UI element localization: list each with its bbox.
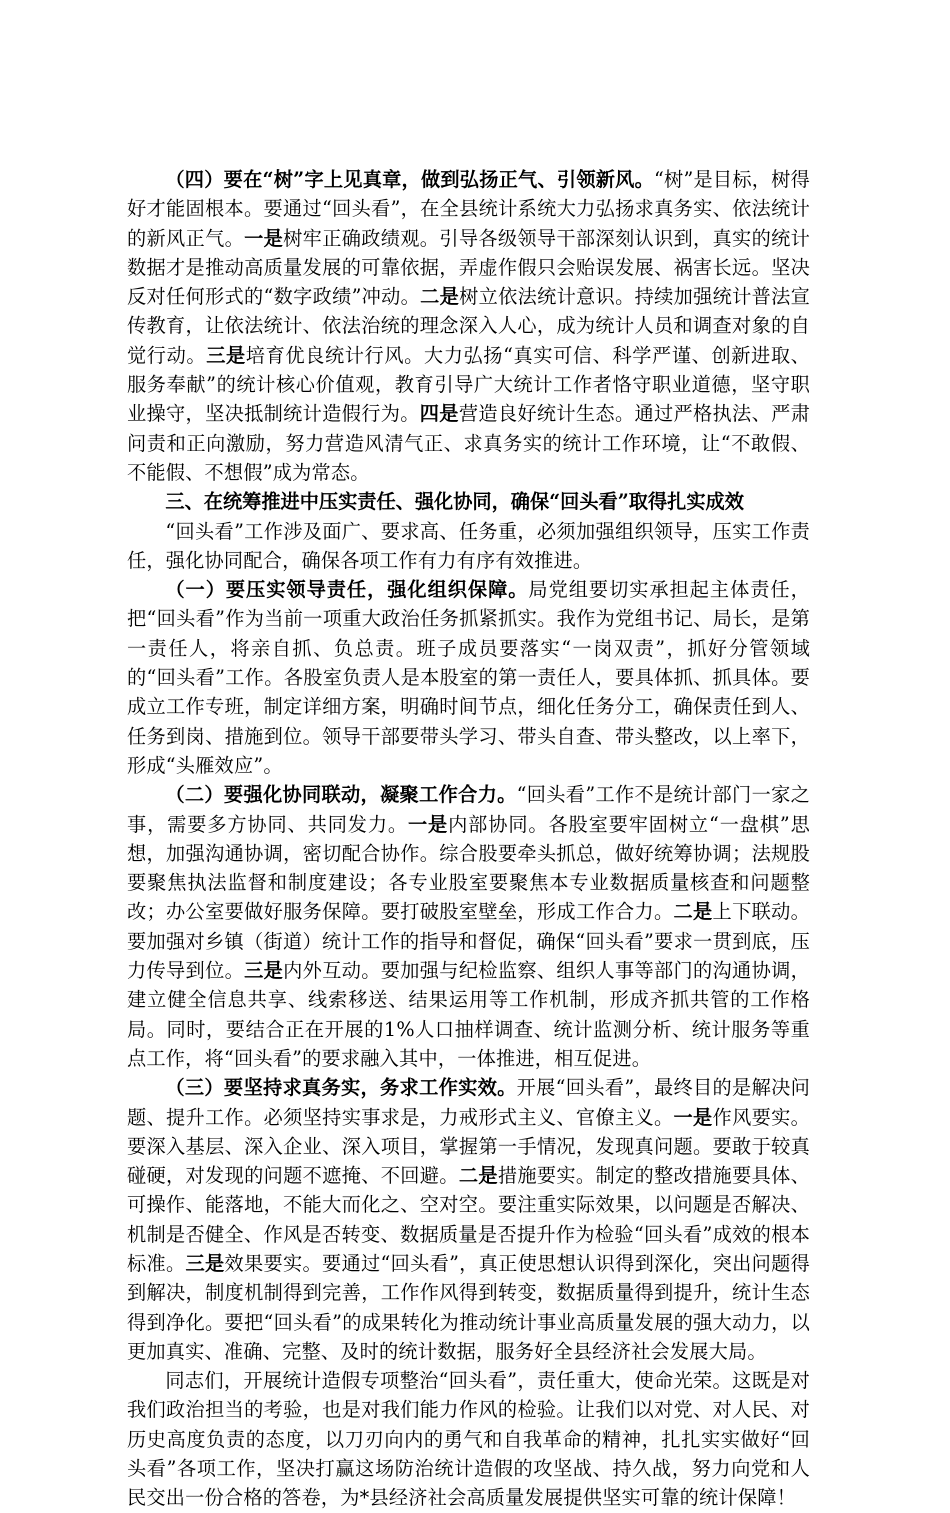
paragraph-text: 局党组要切实承担起主体责任，把“回头看”作为当前一项重大政治任务抓紧抓实。我作为党组书记、局长，是第一责任人，将亲自抓、负总责。班子成员要落实“一岗双责”，抓好分管领域的“回头看”工作。各股室负责人是本股室的第一责任人，要具体抓、抓具体。要成立工作专班，制定详细方案，明确时间节点，细化任务分工，确保责任到人、任务到岗、措施到位。领导干部要带头学习、带头自查、带头整改，以上率下，形成“头雁效应”。 — [127, 578, 810, 777]
paragraph-text: 内部协同。各股室要牢固树立“一盘棋”思想，加强沟通协调，密切配合协作。综合股要牵头抓总，做好统筹协调；法规股要聚焦执法监督和制度建设；各专业股室要聚焦本专业数据质量核查和问题整改；办公室要做好服务保障。要打破股室壁垒，形成工作合力。 — [127, 812, 810, 924]
point-marker: 一是 — [244, 226, 284, 250]
point-marker: 三是 — [206, 343, 246, 367]
paragraph-text: 树牢正确政绩观。引导各级领导干部深刻认识到，真实的统计数据才是推动高质量发展的可靠依据，弄虚作假只会贻误发展、祸害长远。坚决反对任何形式的“数字政绩”冲动。 — [127, 226, 810, 309]
paragraph-text: 措施要实。制定的整改措施要具体、可操作、能落地，不能大而化之、空对空。要注重实际效果，以问题是否解决、机制是否健全、作风是否转变、数据质量是否提升作为检验“回头看”成效的根本标准。 — [127, 1164, 811, 1275]
paragraph-text: 上下联动。要加强对乡镇（街道）统计工作的指导和督促，确保“回头看”要求一贯到底，压力传导到位。 — [127, 900, 811, 983]
paragraph-lead: （四）要在“树”字上见真章，做到弘扬正气、引领新风。 — [165, 168, 654, 191]
paragraph-text: 作风要实。要深入基层、深入企业、深入项目，掌握第一手情况，发现真问题。要敢于较真碰硬，对发现的问题不遮掩、不回避。 — [127, 1105, 811, 1188]
paragraph-intro: “回头看”工作涉及面广、要求高、任务重，必须加强组织领导，压实工作责任，强化协同配合，确保各项工作有力有序有效推进。 — [127, 519, 810, 572]
paragraph-text: 树立依法统计意识。持续加强统计普法宣传教育，让依法统计、依法治统的理念深入人心，成为统计人员和调查对象的自觉行动。 — [127, 285, 810, 367]
point-marker: 二是 — [673, 900, 713, 924]
paragraph-lead: （三）要坚持求真务实，务求工作实效。 — [165, 1076, 517, 1100]
point-marker: 二是 — [458, 1164, 498, 1188]
paragraph-text: “树”是目标，树得好才能固根本。要通过“回头看”，在全县统计系统大力弘扬求真务实、依法统计的新风正气。 — [127, 168, 810, 250]
paragraph-text: 开展“回头看”，最终目的是解决问题、提升工作。必须坚持实事求是，力戒形式主义、官僚主义。 — [127, 1076, 810, 1129]
paragraph-two-coordination — [127, 780, 810, 1073]
paragraph-four-shu — [127, 165, 810, 487]
paragraph-lead: （一）要压实领导责任，强化组织保障。 — [165, 578, 529, 602]
paragraph-one-responsibility — [127, 575, 810, 780]
point-marker: 二是 — [420, 285, 460, 309]
point-marker: 一是 — [407, 812, 449, 836]
paragraph-three-practical — [127, 1073, 810, 1366]
point-marker: 四是 — [419, 402, 459, 426]
point-marker: 一是 — [673, 1105, 713, 1129]
paragraph-lead: （二）要强化协同联动，凝聚工作合力。 — [165, 783, 517, 807]
paragraph-closing: 同志们，开展统计造假专项整治“回头看”，责任重大，使命光荣。这既是对我们政治担当的考验，也是对我们能力作风的检验。让我们以对党、对人民、对历史高度负责的态度，以刀刃向内的勇气和自我革命的精神，扎扎实实做好“回头看”各项工作，坚决打赢这场防治统计造假的攻坚战、持久战，努力向党和人民交出一份合格的答卷，为*县经济社会高质量发展提供坚实可靠的统计保障！ — [127, 1369, 810, 1510]
paragraph-text: “回头看”工作不是统计部门一家之事，需要多方协同、共同发力。 — [127, 783, 810, 836]
paragraph-text: 营造良好统计生态。通过严格执法、严肃问责和正向激励，努力营造风清气正、求真务实的统计工作环境，让“不敢假、不能假、不想假”成为常态。 — [127, 402, 810, 484]
point-marker: 三是 — [185, 1251, 225, 1275]
paragraph-text: 效果要实。要通过“回头看”，真正使思想认识得到深化，突出问题得到解决，制度机制得到完善，工作作风得到转变，数据质量得到提升，统计生态得到净化。要把“回头看”的成果转化为推动统计事业高质量发展的强大动力，以更加真实、准确、完整、及时的统计数据，服务好全县经济社会发展大局。 — [127, 1251, 810, 1363]
section-heading-three: 三、在统筹推进中压实责任、强化协同，确保“回头看”取得扎实成效 — [165, 490, 744, 514]
point-marker: 三是 — [244, 959, 284, 983]
paragraph-text: 培育优良统计行风。大力弘扬“真实可信、科学严谨、创新进取、服务奉献”的统计核心价值观，教育引导广大统计工作者恪守职业道德，坚守职业操守，坚决抵制统计造假行为。 — [127, 343, 811, 426]
paragraph-text: 内外互动。要加强与纪检监察、组织人事等部门的沟通协调，建立健全信息共享、线索移送、结果运用等工作机制，形成齐抓共管的工作格局。同时，要结合正在开展的1%人口抽样调查、统计监测分析、统计服务等重点工作，将“回头看”的要求融入其中，一体推进，相互促进。 — [127, 959, 810, 1070]
